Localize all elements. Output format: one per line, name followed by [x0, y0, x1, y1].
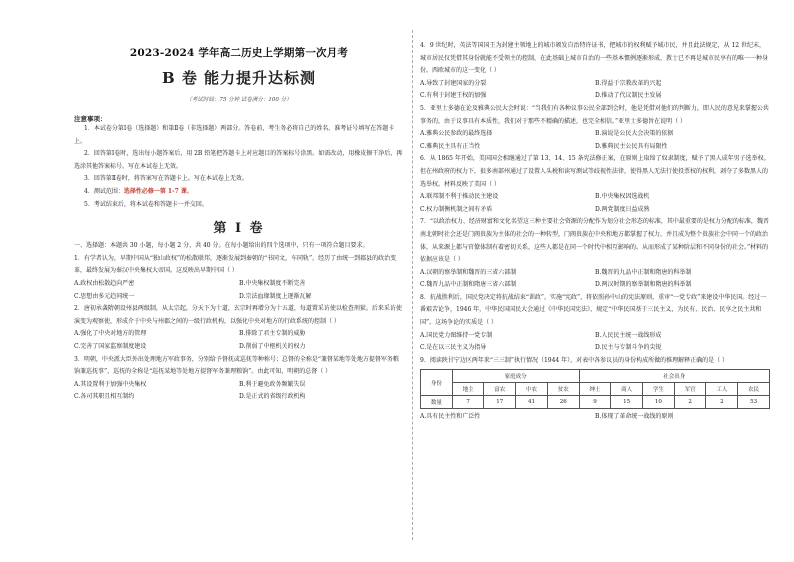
table-header-row [421, 370, 770, 383]
column-divider [412, 30, 413, 540]
question-stem: 7．“以政治权力、经济财富和文化名望这三种主要社会资源的分配作为划分社会形态的标准，其中最重要的是权力分配的标准，魏晋南北朝时社会还是门阀贵族为主体的社会的一种转型，门阀贵族在中央和地方都掌握了权力，并且成为整个贵族社会中同一个的政治体，从来源上都与官僚体制有着密切关系，这些人都是在同一个时代中相互影响的。从而形成了某种阶层和不同身份的社会。”材料的依据应该是（ ） [420, 218, 769, 264]
page-subtitle: B 卷 能力提升达标测 [161, 69, 317, 87]
answer-option: D.推动了代议制民主发展 [595, 92, 662, 100]
question-options [420, 330, 770, 355]
page-title: 2023-2024 学年高二历史上学期第一次月考 [129, 47, 349, 59]
notice-item-suffix: 。 [186, 187, 193, 195]
question-options [420, 191, 770, 216]
answer-option: A.强化了中央对地方的管理 [74, 330, 147, 338]
answer-option: C.各司其职且相互制约 [74, 393, 135, 401]
question-stem: 3．明朝，中央派大臣外出处理地方军政事务，分别给予督抚或巡抚等种称号；总督的全称是“兼督某地等处地方提督军务粮饷兼巡抚事”，巡抚的全称是“巡抚某地等处地方提督军务兼理粮饷”。由此可知，明朝的总督（ ） [74, 355, 399, 376]
data-table [420, 369, 770, 409]
question-block [420, 292, 770, 355]
table-column-header: 农民 [738, 383, 770, 396]
answer-option: C.是在以三民主义为指导 [420, 344, 487, 352]
table-cell: 7 [452, 396, 484, 409]
table-column-header: 工人 [706, 383, 738, 396]
table-column-header: 贫农 [547, 383, 579, 396]
table-column-header: 军官 [674, 383, 706, 396]
table-cell: 41 [516, 396, 548, 409]
answer-option: B.人民民主统一战线形成 [595, 331, 662, 339]
table-column-header: 地主 [452, 383, 484, 396]
question-stem: 2．唐初承袭隋朝设州县两级制，从太宗起，分天下为十道，玄宗时再增分为十五道，每道置采访使以检查刑狱。后来采访使演变为观察使，形成介于中央与州郡之间的一级行政机构，以强化中央对地方的行政系统的控制（ ） [74, 305, 402, 325]
question-block [420, 153, 770, 216]
notice-item: 5．考试结束后，将本试卷和答题卡一并交回。 [84, 200, 208, 208]
answer-option: D.两党制度日益成熟 [595, 205, 650, 213]
table-row-label: 数量 [421, 396, 453, 409]
table-header-row [421, 383, 770, 396]
question-block [420, 103, 770, 153]
notice-item: 1．本试卷分第Ⅰ卷（选择题）和第Ⅱ卷（非选择题）两部分。答卷前，考生务必将自己的姓名、准考证号填写在答题卡上。 [74, 125, 395, 145]
question-options [420, 411, 770, 424]
answer-option: B.魏晋的九品中正制和隋唐的科举制 [595, 268, 692, 276]
question-stem: 1．有学者认为，早期中国从“独山政权”的松散联邦，逐渐发展到秦朝的“书同文，车同轨”，经历了由统一到郡县的政治变革，最终发展为秦汉中央集权大帝国。这反映出早期中国（ ） [74, 254, 397, 275]
notice-list [74, 123, 404, 211]
table-column-header: 学生 [643, 383, 675, 396]
table-column-header: 中农 [516, 383, 548, 396]
answer-option: C.雅典民主具有正当性 [420, 142, 481, 150]
notice-item: 3．回答第Ⅱ卷时，将答案写在答题卡上。写在本试卷上无效。 [84, 175, 248, 183]
table-group-header: 家庭成分 [452, 370, 579, 383]
answer-option: A.导致了封建国家的分裂 [420, 79, 487, 87]
answer-option: B.中央集权制度不断完善 [239, 279, 306, 287]
answer-option: C.权力制衡机制之间有矛盾 [420, 205, 493, 213]
answer-option: D.宗法血缘制度上逐渐瓦解 [239, 292, 312, 300]
answer-option: A.联邦制不利于推动民主建设 [420, 193, 499, 201]
answer-option: C.有利于封建王权的加强 [420, 92, 487, 100]
question-stem: 6．从 1865 年开始，美国国会相继通过了第 13、14、15 条宪法修正案，在原则上取缔了奴隶制度，赋予了黑人成年男子选举权。但在州政府的权力下，很多南部州通过了设置人头税和读写测试等歧视性法律，使得黑人无法行使投票权的权利，剥夺了多数黑人的选举权。材料反映了美国（ ） [420, 155, 770, 188]
table-row-header: 身份 [421, 370, 453, 396]
question-stem: 8．抗战胜利后，国民党决定将抗战结束“训政”，实施“宪政”，将依照孙中山的宪法原则，重审“一党专政”来建设中华民国。经过一番艰苦论争，1946 年，中华民国国民大会通过《中华民国宪法》，规定“中华民国基于三民主义，为民有、民治、民享之民主共和国”。这场争论的实质是（ ） [420, 293, 767, 327]
questions-right [420, 40, 770, 424]
right-column [420, 30, 770, 424]
answer-option: D.雅典民主公民具有局限性 [595, 142, 668, 150]
notice-item: 2．回答第Ⅰ卷时，选出每小题答案后，用 2B 铅笔把答题卡上对应题目的答案标号涂黑。如需改动，用橡皮擦干净后，再选涂其他答案标号。写在本试卷上无效。 [74, 150, 403, 170]
question-stem: 4．9 世纪时，英法等国国王为封建主领地上的城市颁发自治特许证书，把城市的权利赋予城市民，并且此法规定，从 12 世纪末，城市居民仅凭借其身份就能不受领主的控制，在此基础上城市自治的一些基本惯例逐渐形成，教士已不再是城市民享有的唯一一种身份。西欧城市的这一变化（ ） [420, 42, 769, 75]
answer-option: B.得益于宗教改革的兴起 [595, 79, 662, 87]
question-options [74, 278, 404, 303]
table-cell: 2 [706, 396, 738, 409]
section-instructions: 一、选择题：本题共 30 小题，每小题 2 分，共 40 分。在每小题给出的四个选项中，只有一项符合题目要求。 [74, 242, 369, 250]
question-options [420, 78, 770, 103]
notice-item-prefix: 4．测试范围： [84, 187, 124, 195]
answer-option: D.削弱了中枢机关的权力 [239, 342, 306, 350]
answer-option: B.排除了君主专制的威胁 [239, 330, 306, 338]
table-cell: 2 [674, 396, 706, 409]
question-stem: 5．亚里士多德在论及雅典公民大会时说：“当我们有各种议事公民全部到会时，他是凭借对他们的判断力，即人民的意见来掌握公共事务的，由于议事具有本质性，我们对于那些不精确的描述，也完全相信。”亚里士多德旨在说明（ ） [420, 104, 769, 125]
notice-item [74, 186, 404, 199]
answer-option: B.利于避免政务频繁失误 [239, 380, 306, 388]
table-column-header: 富农 [484, 383, 516, 396]
table-cell: 17 [484, 396, 516, 409]
table-group-header: 社会出身 [579, 370, 769, 383]
questions-left [74, 253, 404, 404]
answer-option: C.完善了国家监察制度建设 [74, 342, 147, 350]
table-cell: 53 [738, 396, 770, 409]
question-block [74, 354, 404, 404]
answer-option: A.具有民主性和广泛性 [420, 413, 481, 421]
question-stem: 9．阅读陕甘宁边区两年来“三三制”执行情况（1944 年），对表中各参议员的身份构成所做的推理解释正确的是（ ） [420, 356, 729, 364]
answer-option: A.政权由松散趋向严密 [74, 279, 135, 287]
table-cell: 15 [611, 396, 643, 409]
table-cell: 9 [579, 396, 611, 409]
test-scope-highlight: 选择性必修一第 1-7 课 [123, 187, 187, 195]
answer-option: A.国民党力图维持一党专制 [420, 331, 493, 339]
question-block [74, 253, 404, 303]
table-row [421, 396, 770, 409]
left-column [74, 30, 404, 404]
answer-option: A.雅典公民参政的最终选择 [420, 130, 493, 138]
answer-option: D.民主与专制斗争的尖锐 [595, 344, 662, 352]
table-cell: 26 [547, 396, 579, 409]
section-title: 第 Ⅰ 卷 [213, 221, 265, 237]
table-cell: 10 [643, 396, 675, 409]
question-options [74, 379, 404, 404]
table-column-header: 商人 [611, 383, 643, 396]
answer-option: A.其设置利于加强中央集权 [74, 380, 147, 388]
notice-heading: 注意事项： [74, 115, 107, 123]
answer-option: D.是正式的省级行政机构 [239, 393, 306, 401]
answer-option: C.魏晋九品中正制和隋唐三省六部制 [420, 281, 517, 289]
question-options [420, 267, 770, 292]
exam-meta: （考试时间：75 分钟 试卷满分：100 分） [186, 97, 292, 103]
answer-option: C.思想由多元趋同统一 [74, 292, 135, 300]
question-block [420, 40, 770, 103]
question-block [74, 303, 404, 353]
answer-option: B.演说是公民大会决策的依据 [595, 130, 674, 138]
answer-option: A.汉朝的察举制和魏晋的三省六部制 [420, 268, 517, 276]
answer-option: B.体现了革命统一战线的原则 [595, 413, 674, 421]
question-block [420, 355, 770, 424]
question-block [420, 216, 770, 292]
exam-page [22, 30, 774, 542]
answer-option: B.中央集权因选战机 [595, 193, 650, 201]
question-options [74, 328, 404, 353]
question-options [420, 128, 770, 153]
answer-option: D.两汉时期的察举制和隋唐的科举制 [595, 281, 692, 289]
table-column-header: 绅士 [579, 383, 611, 396]
